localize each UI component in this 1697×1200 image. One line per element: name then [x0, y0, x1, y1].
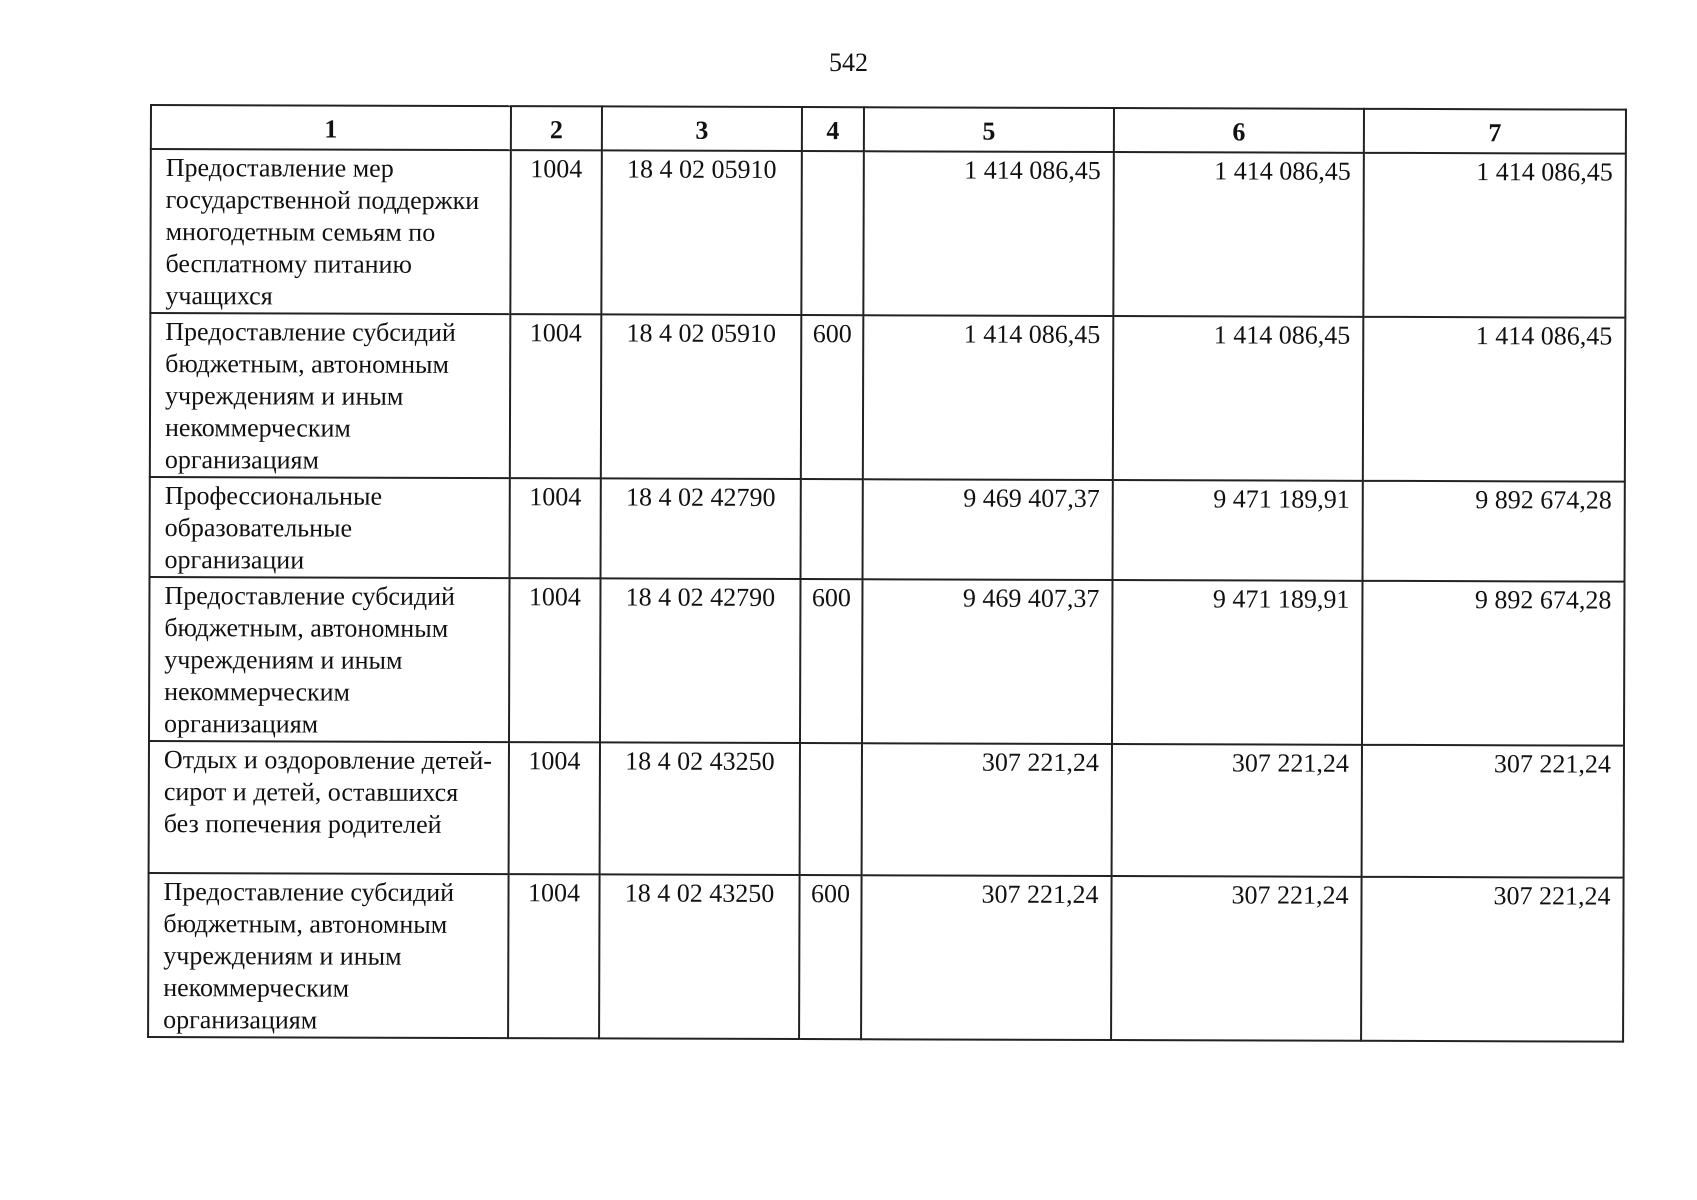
table-row — [150, 313, 1626, 482]
row-type-cell: 600 — [800, 579, 863, 743]
row-sum7-cell: 1 414 086,45 — [1363, 317, 1626, 482]
page-number: 542 — [829, 48, 868, 77]
table-body — [148, 149, 1626, 1042]
row-code-cell: 18 4 02 42790 — [600, 578, 801, 743]
row-sum5-cell: 307 221,24 — [861, 875, 1112, 1040]
table-row — [148, 873, 1624, 1042]
budget-table — [147, 104, 1627, 1043]
row-sum6-cell: 307 221,24 — [1112, 744, 1362, 877]
row-sum5-cell: 9 469 407,37 — [863, 479, 1113, 580]
row-section-cell: 1004 — [510, 478, 601, 578]
row-type-cell — [801, 479, 863, 579]
row-sum6-cell: 1 414 086,45 — [1113, 316, 1364, 481]
row-sum5-cell: 9 469 407,37 — [862, 579, 1113, 744]
row-type-cell — [801, 151, 864, 315]
table-row — [149, 741, 1624, 878]
row-sum5-cell: 1 414 086,45 — [863, 151, 1114, 316]
table-header — [151, 105, 1626, 154]
header-col-5: 5 — [864, 107, 1114, 152]
row-sum5-cell: 1 414 086,45 — [863, 315, 1114, 480]
row-type-cell: 600 — [801, 315, 864, 479]
row-section-cell: 1004 — [509, 742, 600, 874]
row-name-cell: Предоставление субсидий бюджетным, автономным учреждениям и иным некоммерческим организациям — [150, 313, 511, 478]
row-section-cell: 1004 — [509, 578, 601, 742]
row-sum7-cell: 1 414 086,45 — [1363, 153, 1626, 318]
row-sum7-cell: 9 892 674,28 — [1362, 581, 1625, 746]
row-section-cell: 1004 — [510, 150, 602, 314]
row-name-cell: Профессиональные образовательные организации — [150, 477, 510, 578]
row-type-cell: 600 — [799, 875, 862, 1039]
header-col-6: 6 — [1114, 108, 1364, 153]
row-sum6-cell: 9 471 189,91 — [1112, 580, 1363, 745]
row-name-cell: Отдых и оздоровление детей-сирот и детей, оставшихся без попечения родителей — [149, 741, 509, 874]
row-code-cell: 18 4 02 05910 — [601, 314, 802, 479]
row-type-cell — [800, 743, 862, 875]
row-code-cell: 18 4 02 43250 — [600, 742, 800, 875]
row-sum5-cell: 307 221,24 — [862, 743, 1112, 876]
header-col-7: 7 — [1364, 109, 1626, 154]
row-sum6-cell: 9 471 189,91 — [1113, 480, 1363, 581]
header-col-2: 2 — [511, 106, 602, 150]
row-code-cell: 18 4 02 42790 — [601, 478, 801, 579]
header-col-3: 3 — [602, 106, 802, 151]
table-row — [149, 577, 1625, 746]
row-sum7-cell: 307 221,24 — [1361, 877, 1624, 1042]
row-sum6-cell: 1 414 086,45 — [1113, 152, 1364, 317]
row-sum7-cell: 307 221,24 — [1362, 745, 1624, 878]
row-name-cell: Предоставление субсидий бюджетным, автономным учреждениям и иным некоммерческим организациям — [149, 577, 510, 742]
table-row — [150, 477, 1625, 582]
row-sum6-cell: 307 221,24 — [1111, 876, 1362, 1041]
table-row — [150, 149, 1626, 318]
row-code-cell: 18 4 02 05910 — [601, 150, 802, 315]
header-col-1: 1 — [151, 105, 511, 150]
row-section-cell: 1004 — [510, 314, 602, 478]
row-section-cell: 1004 — [508, 874, 600, 1038]
row-sum7-cell: 9 892 674,28 — [1363, 481, 1625, 582]
row-name-cell: Предоставление субсидий бюджетным, автономным учреждениям и иным некоммерческим организациям — [148, 873, 509, 1038]
header-row — [151, 105, 1626, 154]
row-code-cell: 18 4 02 43250 — [599, 874, 800, 1039]
header-col-4: 4 — [802, 107, 864, 151]
row-name-cell: Предоставление мер государственной поддержки многодетным семьям по бесплатному питанию учащихся — [150, 149, 511, 314]
